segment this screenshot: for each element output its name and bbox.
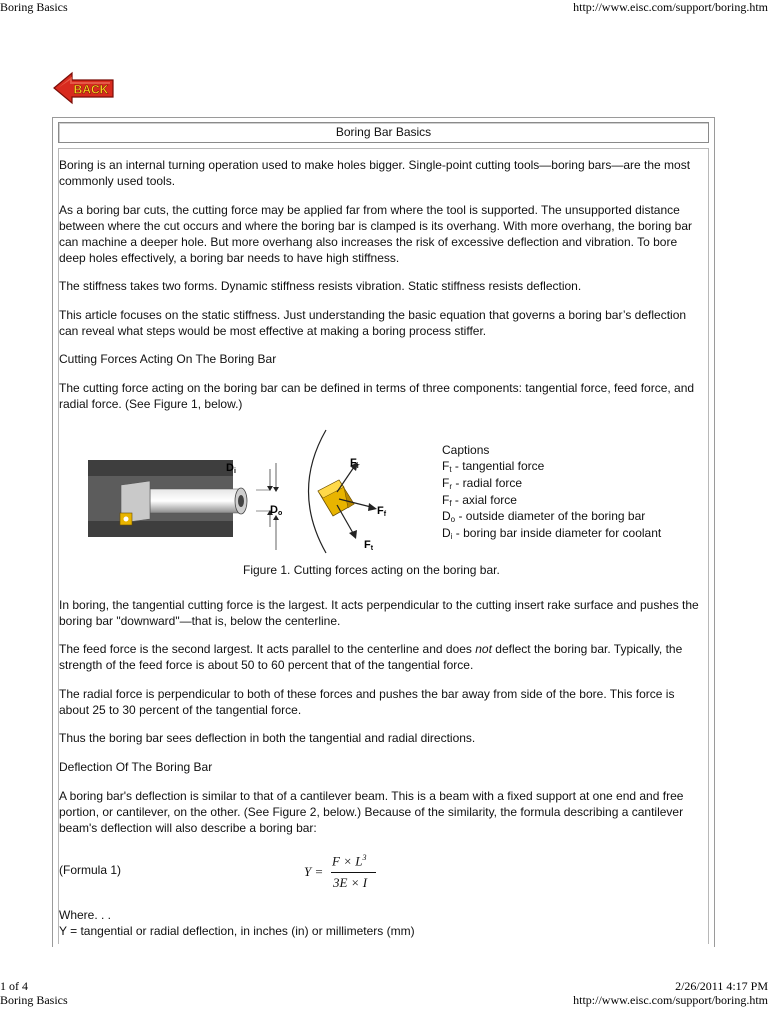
formula-fraction-bar — [331, 872, 376, 873]
caption-ft: $F_t$ - tangential force — [442, 459, 545, 474]
paragraph-static: This article focuses on the static stiffness. Just understanding the basic equation that governs a boring bar’s deflection can reveal what steps would be most effective at making a boring process stiffer. — [59, 308, 687, 338]
where-label: Where. . . — [59, 908, 112, 922]
label-di: Di — [226, 462, 236, 475]
figure-1-boring-bar-diagram — [86, 425, 436, 558]
print-footer-page: 1 of 4 — [0, 979, 28, 993]
formula-denominator: 3E × I — [333, 875, 368, 890]
paragraph-cantilever: A boring bar's deflection is similar to that of a cantilever beam. This is a beam with a fixed support at one end and free portion, or cantilever, on the other. (See Figure 2, below.) Because of the similarity, the formula describing a cantilever beam's deflection will also describe a boring bar: — [59, 789, 684, 835]
paragraph-components: The cutting force acting on the boring bar can be defined in terms of three components: tangential force, feed force, and radial force. (See Figure 1, below.) — [59, 381, 695, 411]
label-do: Do — [270, 504, 283, 517]
paragraph-stiffness: The stiffness takes two forms. Dynamic stiffness resists vibration. Static stiffness resists deflection. — [59, 279, 582, 293]
formula-numerator: $F \times L^3$ — [332, 853, 367, 869]
bore-wall-top — [88, 460, 233, 476]
definition-y: Y = tangential or radial deflection, in inches (in) or millimeters (mm) — [59, 924, 415, 938]
caption-do: $D_o$ - outside diameter of the boring bar — [442, 509, 646, 524]
figure-1-caption: Figure 1. Cutting forces acting on the boring bar. — [243, 563, 500, 577]
paragraph-intro: Boring is an internal turning operation used to make holes bigger. Single-point cutting tools—boring bars—are the most commonly used tools. — [59, 158, 691, 188]
coolant-hole — [238, 495, 244, 507]
heading-deflection: Deflection Of The Boring Bar — [59, 760, 213, 774]
article-title: Boring Bar Basics — [58, 122, 709, 143]
insert-screw — [124, 517, 129, 522]
caption-fr: $F_r$ - radial force — [442, 476, 523, 491]
paragraph-radial: The radial force is perpendicular to both of these forces and pushes the bar away from side of the bore. This force is about 25 to 30 percent of the tangential force. — [59, 687, 675, 717]
paragraph-overhang: As a boring bar cuts, the cutting force may be applied far from where the tool is supported. The unsupported distance between where the cut occurs and where the boring bar is clamped is its overhang. With more overhang, the boring bar can machine a deeper hole. But more overhang also increases the risk of excessive deflection and vibration. To bore deep holes effectively, a boring bar needs to have high stiffness. — [59, 203, 693, 265]
heading-cutting-forces: Cutting Forces Acting On The Boring Bar — [59, 352, 277, 366]
print-footer-title: Boring Basics — [0, 993, 68, 1007]
paragraph-tangential: In boring, the tangential cutting force is the largest. It acts perpendicular to the cutting insert rake surface and pushes the boring bar "downward"—that is, below the centerline. — [59, 598, 699, 628]
captions-title: Captions — [442, 443, 490, 457]
label-ft: Ft — [364, 539, 374, 552]
print-footer-url: http://www.eisc.com/support/boring.htm — [573, 993, 768, 1007]
paragraph-feed: The feed force is the second largest. It acts parallel to the centerline and does not deflect the boring bar. Typically, the strength of the feed force is about 50 to 60 percent that of the tangential force. — [59, 642, 683, 672]
back-label: BACK — [73, 82, 109, 97]
caption-di: $D_i$ - boring bar inside diameter for coolant — [442, 526, 662, 541]
formula-1 — [300, 851, 380, 893]
label-fr: Fr — [350, 457, 360, 470]
formula-label: (Formula 1) — [59, 863, 122, 877]
bore-wall-bottom — [88, 521, 233, 537]
caption-ff: $F_f$ - axial force — [442, 493, 517, 508]
paragraph-deflection-directions: Thus the boring bar sees deflection in both the tangential and radial directions. — [59, 731, 476, 745]
label-ff: Ff — [377, 505, 387, 518]
print-footer-datetime: 2/26/2011 4:17 PM — [675, 979, 768, 993]
back-button[interactable] — [52, 70, 116, 106]
print-header-title: Boring Basics — [0, 0, 68, 14]
print-header-url: http://www.eisc.com/support/boring.htm — [573, 0, 768, 14]
boring-bar-shank — [150, 489, 245, 513]
formula-lhs: Y = — [304, 864, 324, 879]
